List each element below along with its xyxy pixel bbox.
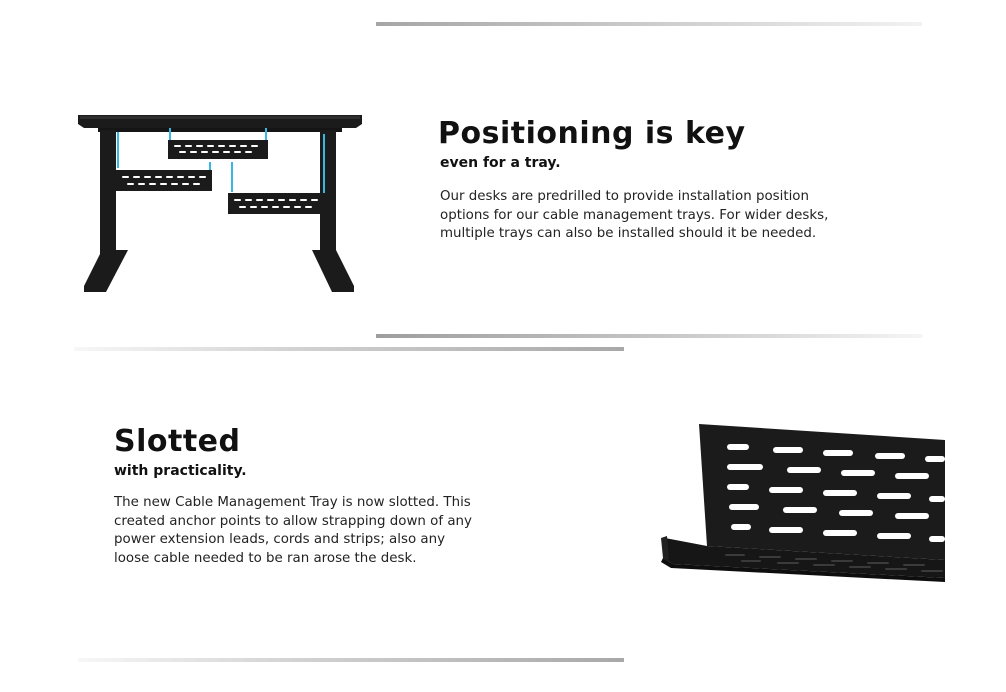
bottom-divider <box>78 658 624 662</box>
positioning-subheading: even for a tray. <box>440 155 561 171</box>
desk-with-trays-illustration <box>70 100 370 305</box>
slotted-section <box>114 422 534 568</box>
positioning-heading: Positioning is key <box>438 116 746 151</box>
section-2-top-divider <box>74 347 624 351</box>
top-divider <box>376 22 922 26</box>
slotted-body: The new Cable Management Tray is now slotted. This created anchor points to allow strapping down of any power extension leads, cords and strips; also any loose cable needed to be ran arose the desk. <box>114 495 472 566</box>
slotted-subheading: with practicality. <box>114 463 247 479</box>
slotted-heading: Slotted <box>114 424 241 459</box>
section-1-bottom-divider <box>376 334 922 338</box>
slotted-tray-illustration <box>655 418 945 583</box>
positioning-section <box>438 114 898 244</box>
positioning-body: Our desks are predrilled to provide installation position options for our cable management trays. For wider desks, multiple trays can also be installed should it be needed. <box>440 189 829 241</box>
